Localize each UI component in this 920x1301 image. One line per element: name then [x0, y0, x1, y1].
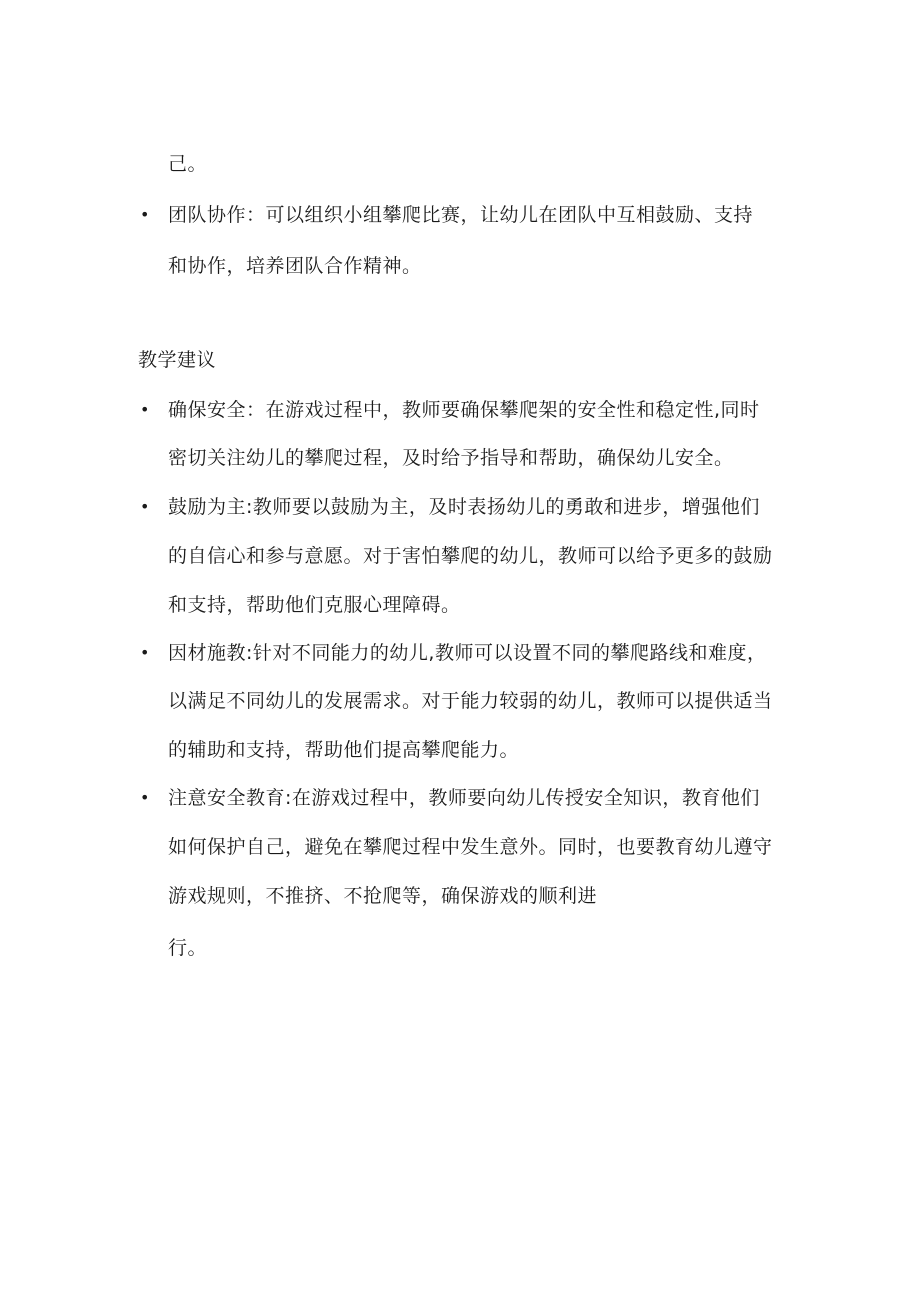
suggestion-individual-line-2: 以满足不同幼儿的发展需求。对于能力较弱的幼儿，教师可以提供适当 [168, 690, 773, 712]
suggestion-safety-line-2: 密切关注幼儿的攀爬过程，及时给予指导和帮助，确保幼儿安全。 [168, 447, 734, 469]
section-heading: 教学建议 [138, 349, 217, 371]
continued-text-fragment: 己。 [168, 153, 208, 175]
suggestion-encourage-line-2: 的自信心和参与意愿。对于害怕攀爬的幼儿，教师可以给予更多的鼓励 [168, 545, 773, 567]
continued-text-fragment: 行。 [168, 937, 208, 959]
team-item-line-2: 和协作，培养团队合作精神。 [168, 255, 422, 277]
bullet-marker: • [140, 205, 150, 224]
suggestion-encourage-line-1: 鼓励为主:教师要以鼓励为主，及时表扬幼儿的勇敢和进步，增强他们 [168, 496, 760, 518]
suggestion-safety-line-1: 确保安全：在游戏过程中，教师要确保攀爬架的安全性和稳定性,同时 [168, 399, 760, 421]
suggestion-individual-line-1: 因材施教:针对不同能力的幼儿,教师可以设置不同的攀爬路线和难度， [168, 642, 767, 664]
bullet-marker: • [140, 400, 150, 419]
suggestion-education-line-2: 如何保护自己，避免在攀爬过程中发生意外。同时，也要教育幼儿遵守 [168, 836, 773, 858]
suggestion-education-line-1: 注意安全教育:在游戏过程中，教师要向幼儿传授安全知识，教育他们 [168, 787, 760, 809]
suggestion-education-line-3: 游戏规则，不推挤、不抢爬等，确保游戏的顺利进 [168, 885, 598, 907]
team-item-line-1: 团队协作：可以组织小组攀爬比赛，让幼儿在团队中互相鼓励、支持 [168, 204, 754, 226]
bullet-marker: • [140, 788, 150, 807]
suggestion-individual-line-3: 的辅助和支持，帮助他们提高攀爬能力。 [168, 739, 520, 761]
suggestion-encourage-line-3: 和支持，帮助他们克服心理障碍。 [168, 594, 461, 616]
bullet-marker: • [140, 497, 150, 516]
bullet-marker: • [140, 643, 150, 662]
